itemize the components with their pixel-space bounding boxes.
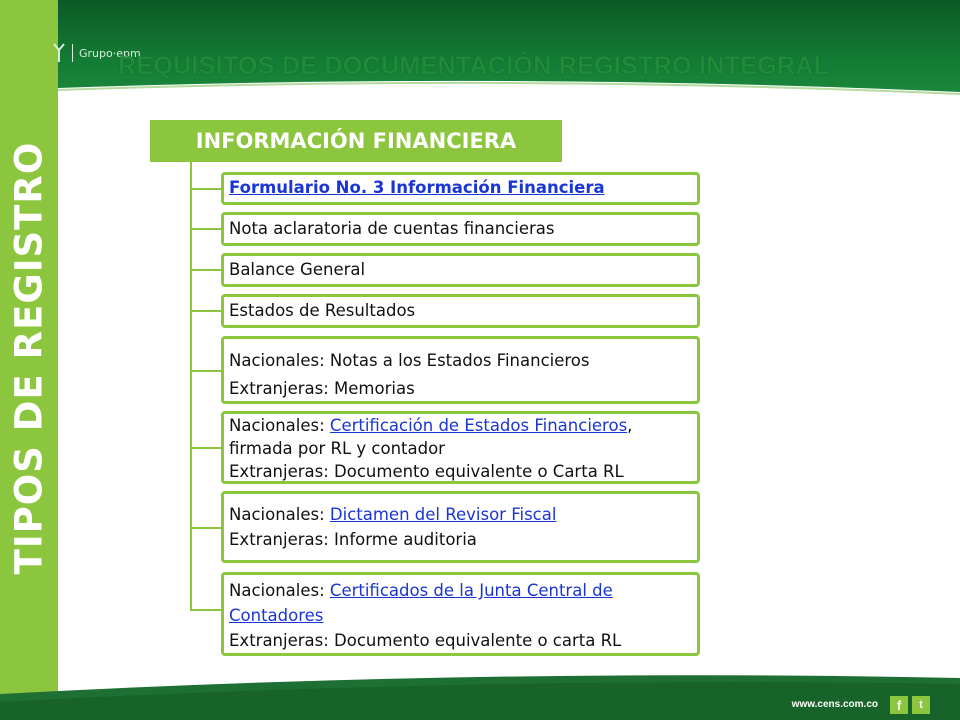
list-item-formulario [221,172,700,205]
list-item-estados-resultados [221,294,700,328]
page-title: REQUISITOS DE DOCUMENTACIÓN REGISTRO INTEGRAL [118,52,830,80]
sidebar-title: TIPOS DE REGISTRO [7,141,51,575]
tree-branch [190,609,222,611]
logo-divider [72,44,73,62]
list-item-certificacion [221,411,700,484]
footer-band [0,672,960,720]
section-heading: INFORMACIÓN FINANCIERA [150,120,562,162]
formulario-link[interactable]: Formulario No. 3 Información Financiera [229,178,605,197]
tree-branch [190,447,222,449]
logo-mark-icon [52,42,66,64]
item-line2: Extranjeras: Documento equivalente o Carta RL [229,462,624,481]
list-item-dictamen [221,491,700,563]
item-line2: Extranjeras: Memorias [229,379,415,398]
tree-branch [190,370,222,372]
footer-url[interactable]: www.cens.com.co [791,699,878,710]
logo-text: Grupo·epm [79,46,141,60]
item-prefix: Nacionales: [229,505,330,524]
item-prefix: Nacionales: [229,581,330,600]
item-prefix: Nacionales: [229,351,330,370]
item-prefix: Nacionales: [229,416,330,435]
item-line2: Extranjeras: Documento equivalente o carta RL [229,631,622,650]
tree-branch [190,269,222,271]
list-item-notas-estados [221,336,700,404]
header-curve [58,78,960,105]
item-text: Balance General [229,260,366,279]
tree-branch [190,228,222,230]
twitter-icon[interactable]: t [912,696,930,714]
item-text: Estados de Resultados [229,301,416,320]
list-item-nota-aclaratoria [221,212,700,246]
item-text: Notas a los Estados Financieros [329,351,590,370]
tree-branch [190,188,222,190]
item-line2: Extranjeras: Informe auditoria [229,530,477,549]
facebook-icon[interactable]: f [890,696,908,714]
item-text: Nota aclaratoria de cuentas financieras [229,219,555,238]
list-item-balance-general [221,253,700,287]
tree-branch [190,310,222,312]
dictamen-link[interactable]: Dictamen del Revisor Fiscal [329,505,557,524]
sidebar [0,0,58,720]
item-suffix: , firmada por RL y contador [229,416,633,458]
tree-branch [190,527,222,529]
list-item-certificados-junta [221,572,700,656]
certificados-junta-link[interactable]: Certificados de la Junta Central de Contadores [229,581,613,625]
certificacion-link[interactable]: Certificación de Estados Financieros [329,416,628,435]
